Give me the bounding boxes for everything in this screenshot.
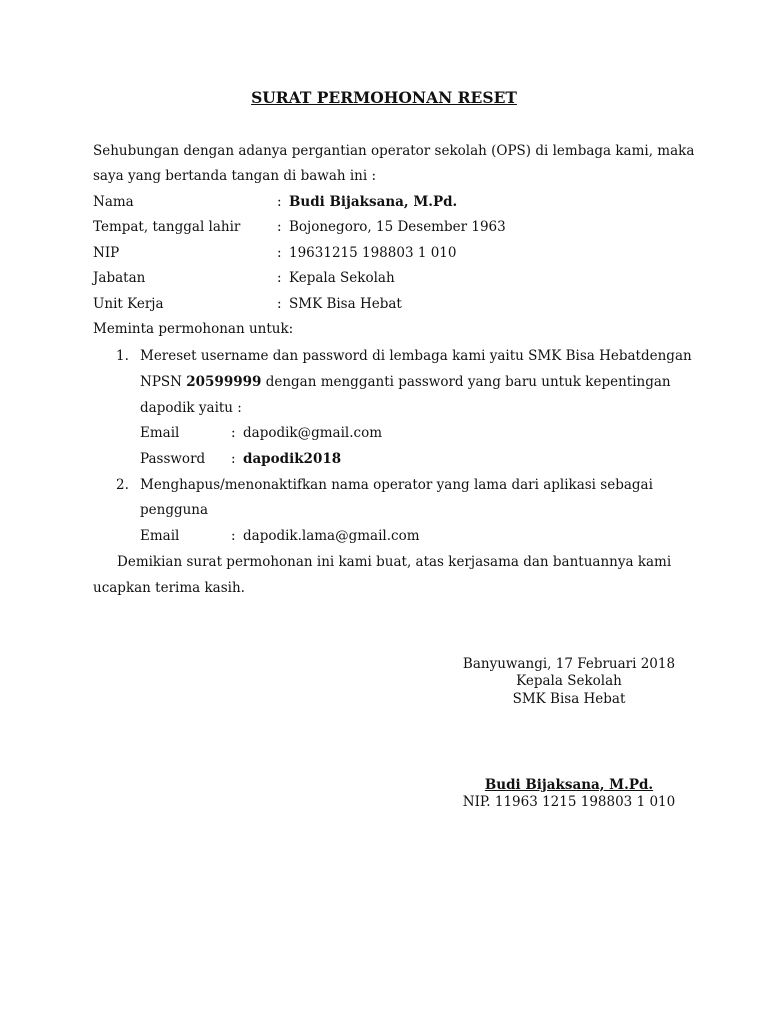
npsn-prefix: NPSN [140,374,187,390]
item-1-number: 1. [116,348,129,364]
item-1-line-3: dapodik yaitu : [140,400,242,416]
request-heading: Meminta permohonan untuk: [93,321,294,337]
field-label: Unit Kerja [93,296,164,312]
password-value: dapodik2018 [243,451,342,467]
npsn-suffix: dengan mengganti password yang baru untuk kepentingan [261,374,671,390]
field-colon: : [277,270,282,286]
item-1-email [140,425,382,441]
password-label: Password [140,451,206,467]
field-value: Budi Bijaksana, M.Pd. [289,194,458,210]
item-2-line-1: Menghapus/menonaktifkan nama operator yang lama dari aplikasi sebagai [140,477,653,493]
item-2-email [140,528,420,544]
closing-line-2: ucapkan terima kasih. [93,580,245,596]
field-label: Nama [93,194,134,210]
signature-place-date: Banyuwangi, 17 Februari 2018 [462,656,676,672]
field-unit-kerja [93,296,402,312]
intro-line-2: saya yang bertanda tangan di bawah ini : [93,168,377,184]
item-1-line-2 [140,374,671,390]
item-1-line-1: Mereset username dan password di lembaga kami yaitu SMK Bisa Hebatdengan [140,348,692,364]
field-colon: : [231,528,236,544]
field-value: 19631215 198803 1 010 [289,245,457,261]
field-label: Jabatan [93,270,146,286]
email-label: Email [140,528,180,544]
field-nama [93,194,457,210]
field-colon: : [231,425,236,441]
letter-title: SURAT PERMOHONAN RESET [251,88,517,107]
field-colon: : [277,219,282,235]
field-value: Bojonegoro, 15 Desember 1963 [289,219,506,235]
npsn-value: 20599999 [186,374,262,390]
email-label: Email [140,425,180,441]
field-jabatan [93,270,395,286]
closing-line-1: Demikian surat permohonan ini kami buat, atas kerjasama dan bantuannya kami [117,554,672,570]
field-colon: : [231,451,236,467]
field-colon: : [277,245,282,261]
field-value: SMK Bisa Hebat [289,296,402,312]
field-colon: : [277,194,282,210]
field-label: NIP [93,245,120,261]
field-value: Kepala Sekolah [289,270,395,286]
signature-nip: NIP. 11963 1215 198803 1 010 [462,794,676,810]
field-tempat-tanggal-lahir [93,219,506,235]
item-1-password [140,451,341,467]
item-2-line-2: pengguna [140,502,209,518]
field-nip [93,245,456,261]
signature-name: Budi Bijaksana, M.Pd. [484,777,654,793]
signature-institution: SMK Bisa Hebat [512,691,626,707]
email-value: dapodik@gmail.com [243,425,383,441]
intro-line-1: Sehubungan dengan adanya pergantian operator sekolah (OPS) di lembaga kami, maka [93,143,695,159]
email-value: dapodik.lama@gmail.com [243,528,420,544]
field-label: Tempat, tanggal lahir [93,219,241,235]
signature-position: Kepala Sekolah [516,673,622,689]
field-colon: : [277,296,282,312]
item-2-number: 2. [116,477,129,493]
